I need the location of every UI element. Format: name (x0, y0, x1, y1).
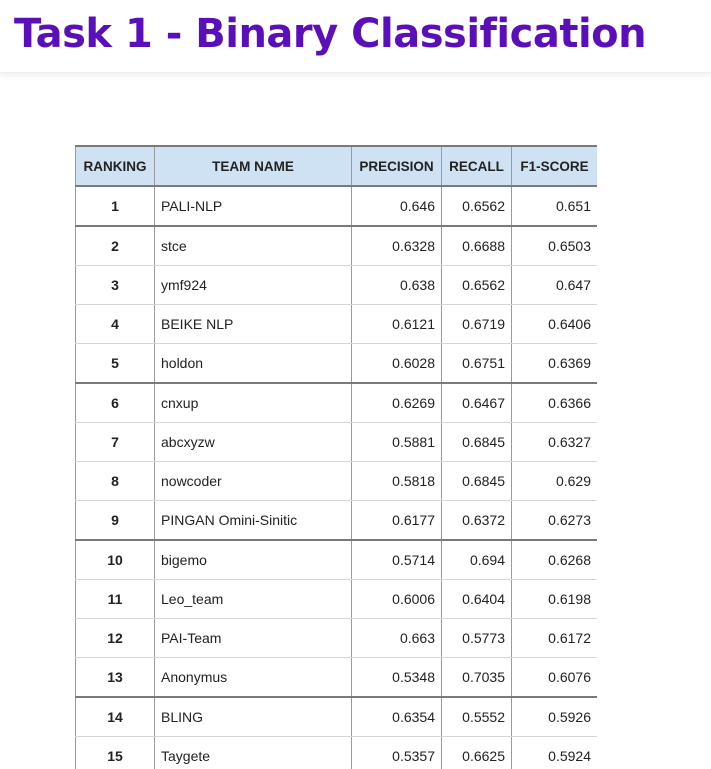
cell-f1-score: 0.6369 (512, 344, 598, 384)
table-row (76, 266, 598, 305)
cell-recall: 0.6845 (442, 423, 512, 462)
cell-team-name: cnxup (155, 383, 352, 423)
cell-ranking: 5 (76, 344, 155, 384)
cell-precision: 0.6006 (352, 580, 442, 619)
cell-f1-score: 0.6172 (512, 619, 598, 658)
cell-recall: 0.5773 (442, 619, 512, 658)
table-row (76, 383, 598, 423)
cell-precision: 0.6121 (352, 305, 442, 344)
column-header-precision: PRECISION (352, 146, 442, 186)
cell-recall: 0.6562 (442, 186, 512, 226)
cell-ranking: 13 (76, 658, 155, 698)
table-body (76, 186, 598, 769)
cell-team-name: PAI-Team (155, 619, 352, 658)
cell-recall: 0.5552 (442, 697, 512, 737)
cell-team-name: BLING (155, 697, 352, 737)
cell-ranking: 14 (76, 697, 155, 737)
cell-precision: 0.663 (352, 619, 442, 658)
cell-f1-score: 0.6366 (512, 383, 598, 423)
cell-team-name: abcxyzw (155, 423, 352, 462)
cell-ranking: 12 (76, 619, 155, 658)
cell-ranking: 15 (76, 737, 155, 769)
cell-precision: 0.6269 (352, 383, 442, 423)
leaderboard-table (75, 145, 597, 769)
table-row (76, 501, 598, 541)
cell-team-name: Anonymus (155, 658, 352, 698)
table-row (76, 619, 598, 658)
cell-precision: 0.6354 (352, 697, 442, 737)
cell-f1-score: 0.5926 (512, 697, 598, 737)
table-row (76, 658, 598, 698)
cell-f1-score: 0.629 (512, 462, 598, 501)
page-header (0, 0, 711, 73)
cell-f1-score: 0.647 (512, 266, 598, 305)
table-row (76, 540, 598, 580)
cell-ranking: 8 (76, 462, 155, 501)
table-row (76, 580, 598, 619)
cell-recall: 0.6404 (442, 580, 512, 619)
cell-precision: 0.638 (352, 266, 442, 305)
cell-precision: 0.5714 (352, 540, 442, 580)
cell-team-name: bigemo (155, 540, 352, 580)
cell-ranking: 4 (76, 305, 155, 344)
cell-recall: 0.694 (442, 540, 512, 580)
cell-ranking: 10 (76, 540, 155, 580)
column-header-f1-score: F1-SCORE (512, 146, 598, 186)
page-title: Task 1 - Binary Classification (14, 11, 647, 57)
cell-precision: 0.6328 (352, 226, 442, 266)
cell-ranking: 2 (76, 226, 155, 266)
cell-team-name: PALI-NLP (155, 186, 352, 226)
cell-f1-score: 0.6406 (512, 305, 598, 344)
cell-precision: 0.5348 (352, 658, 442, 698)
cell-f1-score: 0.6198 (512, 580, 598, 619)
cell-ranking: 11 (76, 580, 155, 619)
cell-team-name: holdon (155, 344, 352, 384)
cell-f1-score: 0.6273 (512, 501, 598, 541)
cell-team-name: ymf924 (155, 266, 352, 305)
cell-precision: 0.5818 (352, 462, 442, 501)
cell-precision: 0.5357 (352, 737, 442, 769)
table-row (76, 305, 598, 344)
table-row (76, 226, 598, 266)
cell-f1-score: 0.651 (512, 186, 598, 226)
table-row (76, 344, 598, 384)
cell-ranking: 6 (76, 383, 155, 423)
cell-team-name: Leo_team (155, 580, 352, 619)
column-header-team-name: TEAM NAME (155, 146, 352, 186)
cell-precision: 0.5881 (352, 423, 442, 462)
table-row (76, 737, 598, 769)
cell-f1-score: 0.5924 (512, 737, 598, 769)
cell-recall: 0.6719 (442, 305, 512, 344)
table-row (76, 462, 598, 501)
cell-f1-score: 0.6327 (512, 423, 598, 462)
cell-recall: 0.6845 (442, 462, 512, 501)
cell-recall: 0.6688 (442, 226, 512, 266)
cell-recall: 0.6467 (442, 383, 512, 423)
cell-recall: 0.6372 (442, 501, 512, 541)
cell-ranking: 9 (76, 501, 155, 541)
cell-ranking: 3 (76, 266, 155, 305)
table-header-row (76, 146, 598, 186)
cell-ranking: 7 (76, 423, 155, 462)
cell-f1-score: 0.6503 (512, 226, 598, 266)
table-row (76, 697, 598, 737)
cell-recall: 0.6625 (442, 737, 512, 769)
cell-team-name: stce (155, 226, 352, 266)
cell-recall: 0.6562 (442, 266, 512, 305)
column-header-ranking: RANKING (76, 146, 155, 186)
cell-f1-score: 0.6268 (512, 540, 598, 580)
cell-team-name: Taygete (155, 737, 352, 769)
cell-precision: 0.646 (352, 186, 442, 226)
cell-recall: 0.7035 (442, 658, 512, 698)
cell-ranking: 1 (76, 186, 155, 226)
cell-team-name: PINGAN Omini-Sinitic (155, 501, 352, 541)
cell-f1-score: 0.6076 (512, 658, 598, 698)
leaderboard-container (75, 145, 597, 769)
column-header-recall: RECALL (442, 146, 512, 186)
cell-team-name: BEIKE NLP (155, 305, 352, 344)
cell-team-name: nowcoder (155, 462, 352, 501)
cell-recall: 0.6751 (442, 344, 512, 384)
table-row (76, 423, 598, 462)
cell-precision: 0.6177 (352, 501, 442, 541)
table-row (76, 186, 598, 226)
cell-precision: 0.6028 (352, 344, 442, 384)
